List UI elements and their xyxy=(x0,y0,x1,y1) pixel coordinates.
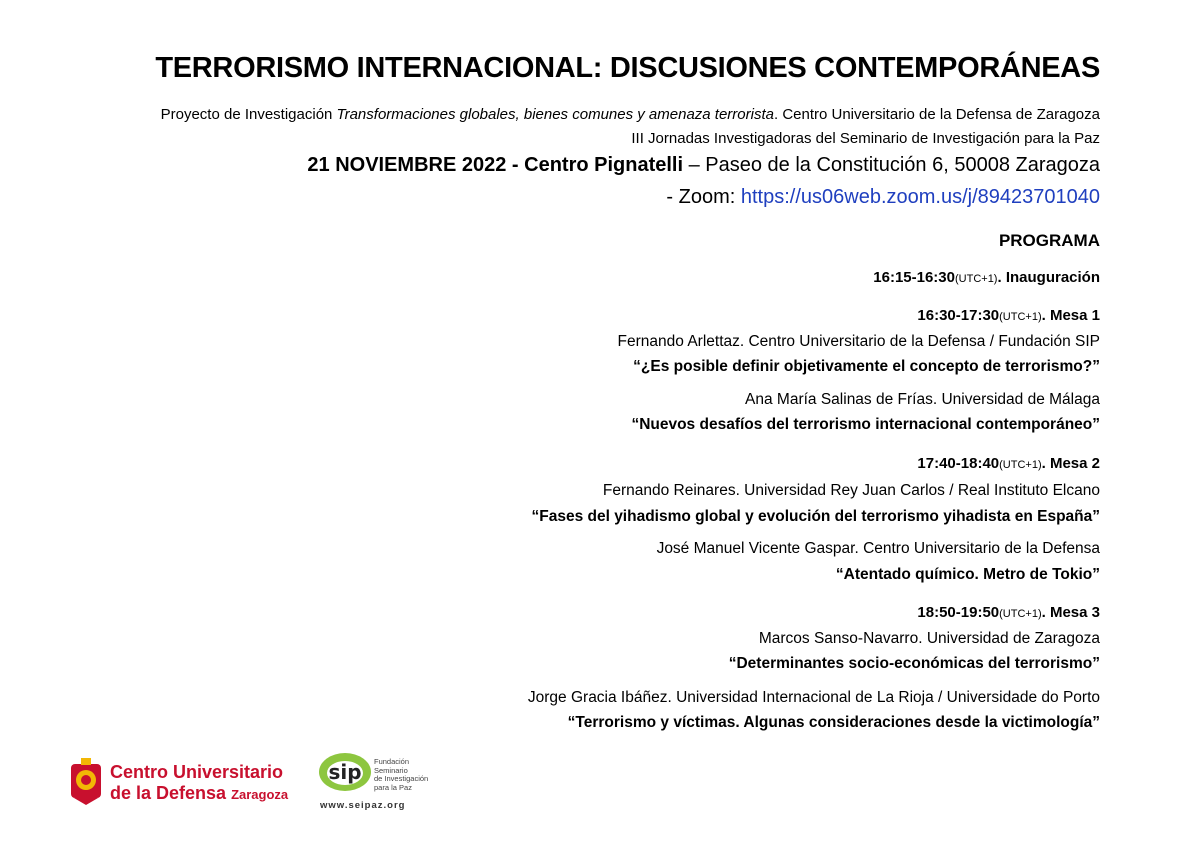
time-range: 17:40-18:40 xyxy=(917,455,1000,472)
cud-line-2: de la Defensa xyxy=(110,783,227,803)
sip-caption xyxy=(374,758,428,792)
cud-line-1: Centro Universitario xyxy=(110,762,284,782)
sip-line-2: Seminario xyxy=(374,765,408,775)
timezone: (UTC+1) xyxy=(999,459,1042,471)
cud-logo xyxy=(68,758,298,808)
cud-wordmark xyxy=(110,762,288,805)
speaker: José Manuel Vicente Gaspar. Centro Universitario de la Defensa xyxy=(656,540,1100,557)
project-name: Transformaciones globales, bienes comunes y amenaza terrorista xyxy=(336,106,774,123)
talk-title: “Nuevos desafíos del terrorismo internacional contemporáneo” xyxy=(631,416,1100,433)
cud-city: Zaragoza xyxy=(231,787,289,802)
sip-url[interactable]: www.seipaz.org xyxy=(320,800,406,811)
zoom-link[interactable]: https://us06web.zoom.us/j/89423701040 xyxy=(740,186,1100,208)
project-suffix: . Centro Universitario de la Defensa de Zaragoza xyxy=(773,106,1100,123)
talk-title: “Atentado químico. Metro de Tokio” xyxy=(835,566,1100,583)
sip-line-1: Fundación xyxy=(374,757,410,766)
talk-title: “Fases del yihadismo global y evolución del terrorismo yihadista en España” xyxy=(531,508,1100,525)
speaker: Ana María Salinas de Frías. Universidad de Málaga xyxy=(745,391,1100,408)
date-venue: 21 NOVIEMBRE 2022 - Centro Pignatelli xyxy=(307,154,684,176)
mesa-3-time xyxy=(917,604,1100,621)
sip-mark-text: sip xyxy=(328,760,362,784)
timezone: (UTC+1) xyxy=(999,311,1042,323)
time-range: 16:15-16:30 xyxy=(873,269,955,286)
mesa-1-time xyxy=(917,307,1100,324)
time-range: 18:50-19:50 xyxy=(917,604,1000,621)
speaker: Jorge Gracia Ibáñez. Universidad Internacional de La Rioja / Universidade do Porto xyxy=(527,689,1100,706)
zoom-line xyxy=(666,186,1100,209)
page-title: TERRORISMO INTERNACIONAL: DISCUSIONES CONTEMPORÁNEAS xyxy=(155,52,1100,84)
zoom-label: - Zoom: xyxy=(666,186,741,208)
address: – Paseo de la Constitución 6, 50008 Zaragoza xyxy=(683,154,1100,176)
sip-line-4: para la Paz xyxy=(374,782,412,792)
sip-logo xyxy=(318,752,448,814)
timezone: (UTC+1) xyxy=(955,273,998,285)
time-range: 16:30-17:30 xyxy=(917,307,1000,324)
jornadas-line: III Jornadas Investigadoras del Seminario de Investigación para la Paz xyxy=(631,130,1100,147)
speaker: Fernando Reinares. Universidad Rey Juan Carlos / Real Instituto Elcano xyxy=(602,482,1100,499)
cud-crest-icon xyxy=(68,758,104,806)
programa-heading: PROGRAMA xyxy=(998,231,1100,250)
project-prefix: Proyecto de Investigación xyxy=(160,106,337,123)
talk-title: “Determinantes socio-económicas del terrorismo” xyxy=(728,655,1100,672)
inauguracion-line xyxy=(873,269,1100,286)
talk-title: “¿Es posible definir objetivamente el concepto de terrorismo?” xyxy=(633,358,1100,375)
session-label: . Inauguración xyxy=(997,269,1100,286)
sip-line-3: de Investigación xyxy=(374,774,429,783)
speaker: Fernando Arlettaz. Centro Universitario de la Defensa / Fundación SIP xyxy=(617,333,1100,350)
talk-title: “Terrorismo y víctimas. Algunas consideraciones desde la victimología” xyxy=(567,714,1100,731)
project-line xyxy=(161,106,1100,123)
date-line xyxy=(307,154,1100,177)
session-label: . Mesa 2 xyxy=(1041,455,1100,472)
timezone: (UTC+1) xyxy=(999,608,1042,620)
speaker: Marcos Sanso-Navarro. Universidad de Zaragoza xyxy=(758,630,1100,647)
session-label: . Mesa 1 xyxy=(1041,307,1100,324)
session-label: . Mesa 3 xyxy=(1041,604,1100,621)
mesa-2-time xyxy=(917,455,1100,472)
